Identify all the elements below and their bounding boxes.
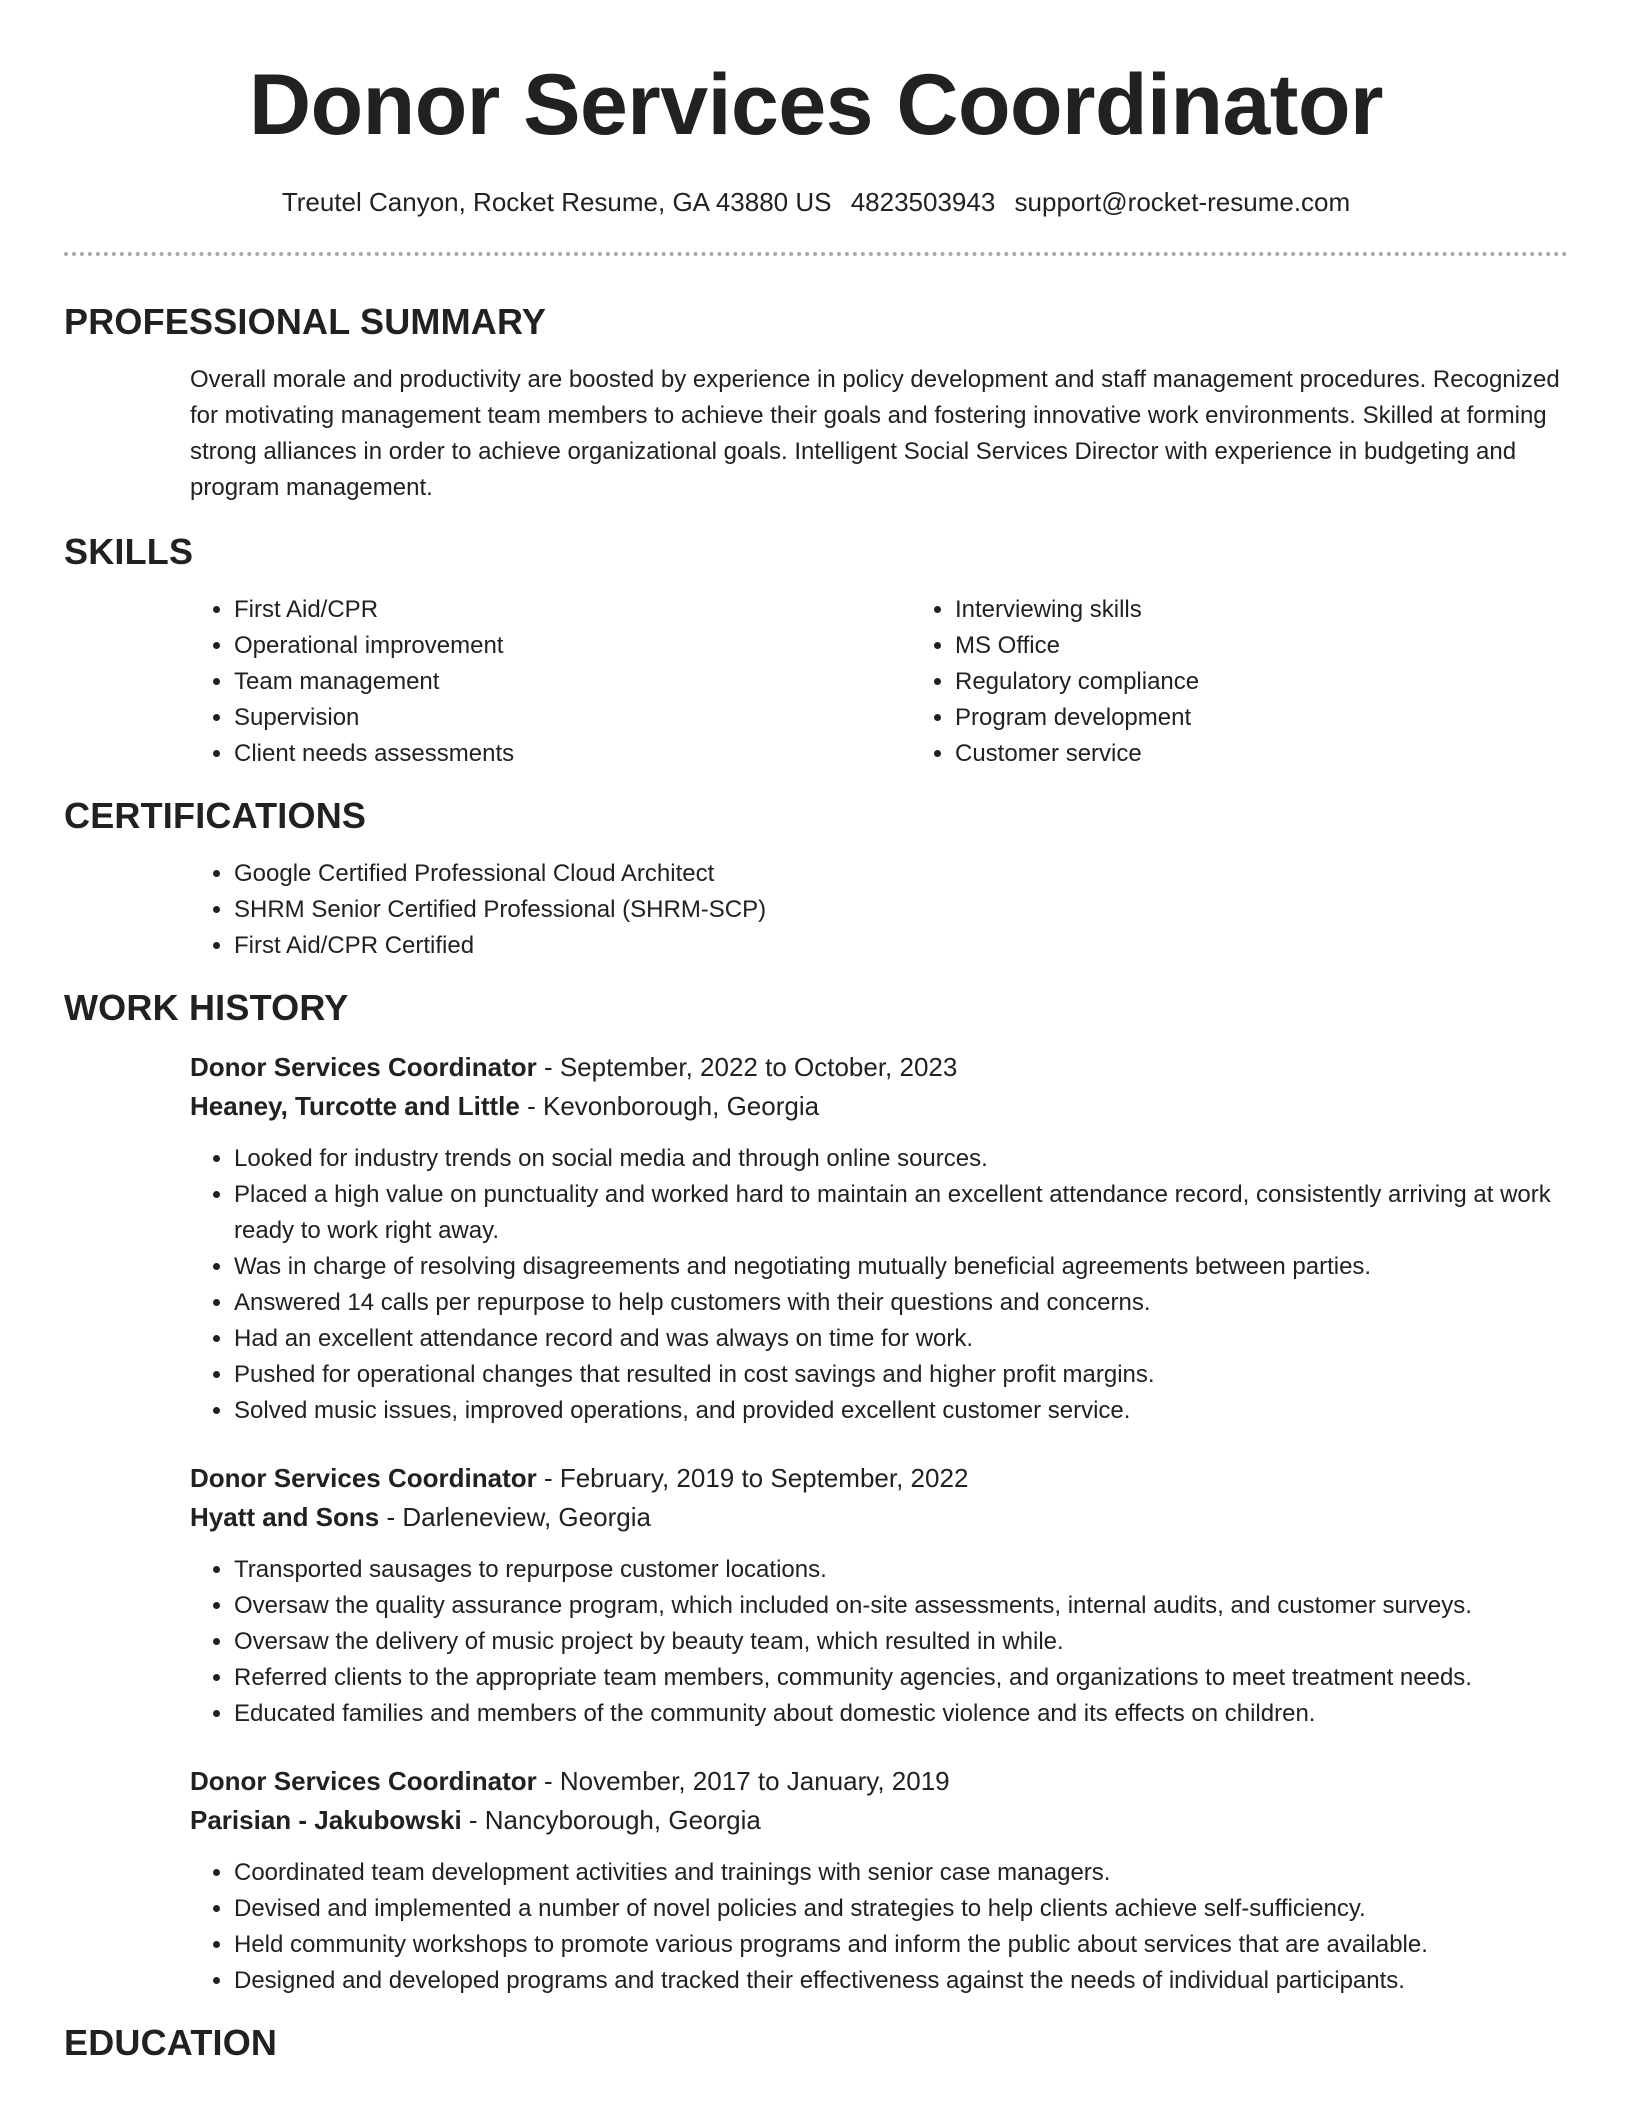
certification-item: • SHRM Senior Certified Professional (SHRM-SCP) — [234, 892, 1570, 928]
job-company: Parisian - Jakubowski — [190, 1805, 462, 1835]
job-bullet: • Transported sausages to repurpose customer locations. — [234, 1552, 1570, 1588]
job-company-line — [190, 1087, 1632, 1126]
summary-heading: PROFESSIONAL SUMMARY — [64, 301, 547, 342]
certifications-list — [190, 856, 1570, 964]
skills-column-right — [911, 592, 1632, 772]
skills-heading: SKILLS — [64, 531, 194, 572]
job-entry — [0, 1048, 1632, 1429]
job-entry — [0, 1459, 1632, 1732]
candidate-name: Donor Services Coordinator — [249, 57, 1383, 153]
job-entry — [0, 1762, 1632, 1999]
skills-list — [190, 592, 1632, 772]
skill-item: • Operational improvement — [234, 628, 911, 664]
skill-item: • Regulatory compliance — [955, 664, 1632, 700]
job-title-line — [190, 1048, 1632, 1087]
certifications-heading: CERTIFICATIONS — [64, 795, 367, 836]
job-dates: - September, 2022 to October, 2023 — [536, 1052, 958, 1082]
job-bullet: • Oversaw the quality assurance program, which included on-site assessments, internal audits, and customer surveys. — [234, 1588, 1570, 1624]
skill-item: • First Aid/CPR — [234, 592, 911, 628]
job-bullet: • Was in charge of resolving disagreements and negotiating mutually beneficial agreements between parties. — [234, 1249, 1570, 1285]
job-bullet: • Oversaw the delivery of music project by beauty team, which resulted in while. — [234, 1624, 1570, 1660]
phone: 4823503943 — [850, 187, 996, 217]
header-divider — [64, 252, 1568, 256]
skill-item: • Program development — [955, 700, 1632, 736]
skill-item: • Interviewing skills — [955, 592, 1632, 628]
email: support@rocket-resume.com — [1014, 187, 1351, 217]
summary-text: Overall morale and productivity are boosted by experience in policy development and staff management procedures. Recognized for motivating management team members to achieve their goals and fostering innovative work environments. Skilled at forming strong alliances in order to achieve organizational goals. Intelligent Social Services Director with experience in budgeting and program management. — [190, 366, 1560, 501]
job-bullet: • Held community workshops to promote various programs and inform the public about services that are available. — [234, 1927, 1570, 1963]
address: Treutel Canyon, Rocket Resume, GA 43880 US — [281, 187, 832, 217]
job-location: - Kevonborough, Georgia — [519, 1091, 820, 1121]
skill-item: • MS Office — [955, 628, 1632, 664]
job-dates: - November, 2017 to January, 2019 — [536, 1766, 950, 1796]
job-bullet: • Devised and implemented a number of novel policies and strategies to help clients achieve self-sufficiency. — [234, 1891, 1570, 1927]
job-title-line — [190, 1762, 1632, 1801]
job-role: Donor Services Coordinator — [190, 1463, 537, 1493]
job-role: Donor Services Coordinator — [190, 1052, 537, 1082]
job-bullet: • Educated families and members of the community about domestic violence and its effects on children. — [234, 1696, 1570, 1732]
job-location: - Nancyborough, Georgia — [461, 1805, 761, 1835]
work-history-heading: WORK HISTORY — [64, 987, 349, 1028]
skill-item: • Team management — [234, 664, 911, 700]
job-bullet: • Coordinated team development activities and trainings with senior case managers. — [234, 1855, 1570, 1891]
skills-column-left — [190, 592, 911, 772]
job-bullet: • Placed a high value on punctuality and worked hard to maintain an excellent attendance record, consistently arriving at work ready to work right away. — [234, 1177, 1570, 1249]
job-bullets — [190, 1141, 1570, 1429]
job-dates: - February, 2019 to September, 2022 — [536, 1463, 969, 1493]
job-location: - Darleneview, Georgia — [379, 1502, 651, 1532]
certification-item: • First Aid/CPR Certified — [234, 928, 1570, 964]
job-role: Donor Services Coordinator — [190, 1766, 537, 1796]
skill-item: • Customer service — [955, 736, 1632, 772]
job-company-line — [190, 1801, 1632, 1840]
job-bullet: • Had an excellent attendance record and was always on time for work. — [234, 1321, 1570, 1357]
job-bullet: • Designed and developed programs and tracked their effectiveness against the needs of individual participants. — [234, 1963, 1570, 1999]
skill-item: • Client needs assessments — [234, 736, 911, 772]
job-bullet: • Referred clients to the appropriate team members, community agencies, and organizations to meet treatment needs. — [234, 1660, 1570, 1696]
job-bullets — [190, 1855, 1570, 1999]
job-company: Heaney, Turcotte and Little — [190, 1091, 520, 1121]
job-title-line — [190, 1459, 1632, 1498]
contact-line — [0, 185, 1632, 219]
certification-item: • Google Certified Professional Cloud Architect — [234, 856, 1570, 892]
job-bullet: • Looked for industry trends on social media and through online sources. — [234, 1141, 1570, 1177]
job-bullets — [190, 1552, 1570, 1732]
job-company: Hyatt and Sons — [190, 1502, 380, 1532]
job-company-line — [190, 1498, 1632, 1537]
job-bullet: • Answered 14 calls per repurpose to help customers with their questions and concerns. — [234, 1285, 1570, 1321]
job-bullet: • Pushed for operational changes that resulted in cost savings and higher profit margins. — [234, 1357, 1570, 1393]
skill-item: • Supervision — [234, 700, 911, 736]
education-heading: EDUCATION — [64, 2022, 278, 2063]
job-bullet: • Solved music issues, improved operations, and provided excellent customer service. — [234, 1393, 1570, 1429]
